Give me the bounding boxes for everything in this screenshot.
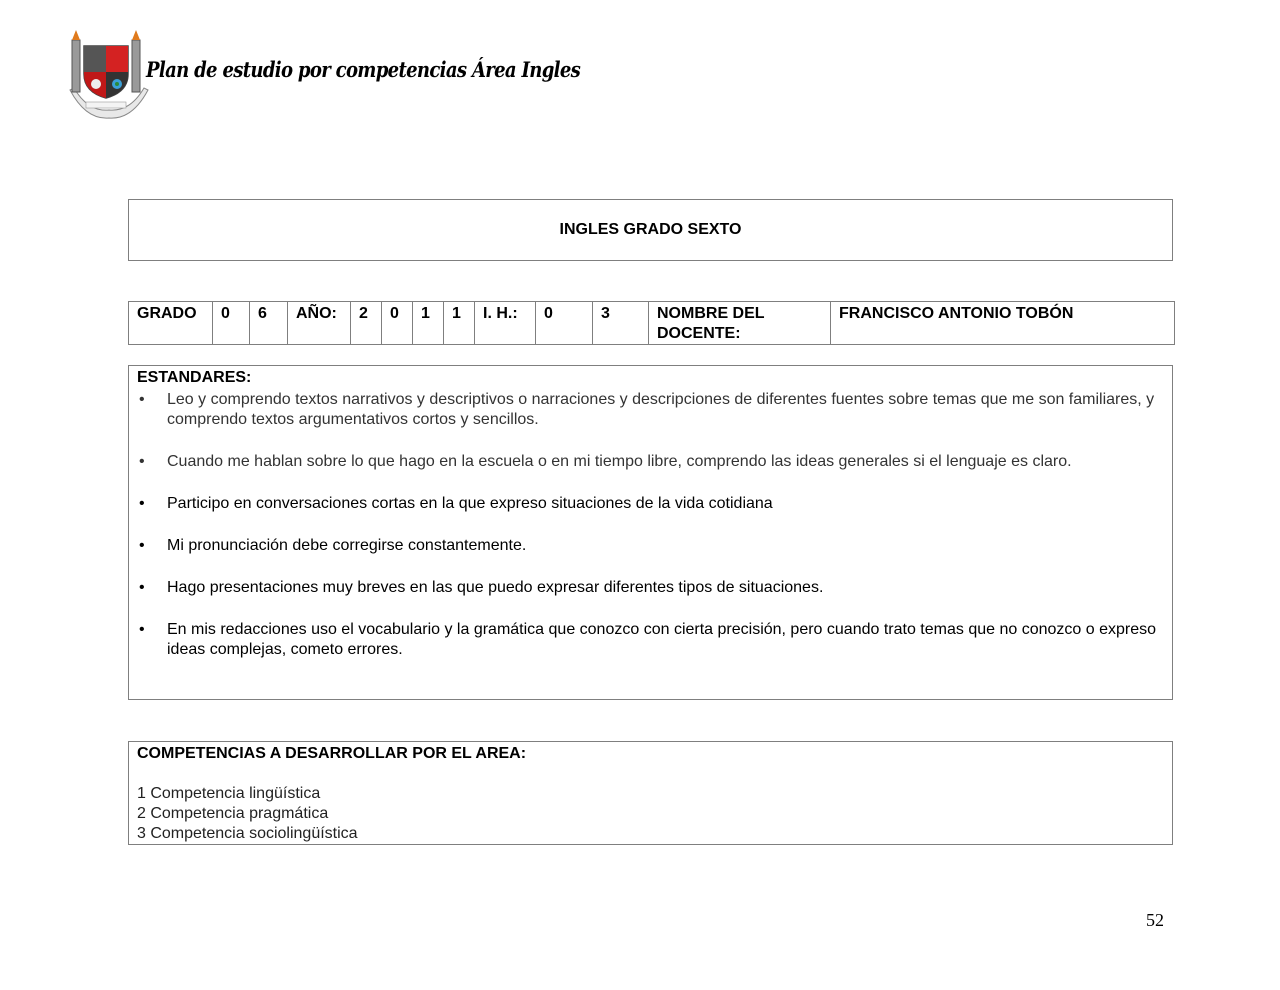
info-table (128, 301, 1175, 345)
ano-digit-4: 1 (444, 302, 475, 345)
document-title: Plan de estudio por competencias Área Ingles (146, 56, 581, 82)
ano-digit-1: 2 (351, 302, 382, 345)
competencies-title: COMPETENCIAS A DESARROLLAR POR EL AREA: (137, 745, 527, 762)
competencies-list (137, 784, 1164, 844)
list-item: 3 Competencia sociolingüística (137, 825, 358, 842)
ano-label: AÑO: (288, 302, 351, 345)
info-row (129, 302, 1175, 345)
ih-digit-1: 0 (536, 302, 593, 345)
subject-title: INGLES GRADO SEXTO (559, 221, 742, 238)
list-item: 2 Competencia pragmática (137, 805, 329, 822)
list-item: 1 Competencia lingüística (137, 785, 321, 802)
list-item: • Participo en conversaciones cortas en la que expreso situaciones de la vida cotidiana (137, 494, 1164, 514)
standards-box (128, 365, 1173, 700)
ih-digit-2: 3 (593, 302, 649, 345)
school-crest-icon (66, 28, 152, 120)
grado-digit-2: 6 (250, 302, 288, 345)
competencies-box (128, 741, 1173, 845)
page-number: 52 (1146, 910, 1164, 930)
ih-label: I. H.: (475, 302, 536, 345)
subject-title-box (128, 199, 1173, 261)
ano-digit-2: 0 (382, 302, 413, 345)
page-header (66, 28, 651, 120)
list-item: • Mi pronunciación debe corregirse constantemente. (137, 536, 1164, 556)
list-item: • Cuando me hablan sobre lo que hago en la escuela o en mi tiempo libre, comprendo las ideas generales si el lenguaje es claro. (137, 452, 1164, 472)
grado-label: GRADO (129, 302, 213, 345)
ano-digit-3: 1 (413, 302, 444, 345)
grado-digit-1: 0 (213, 302, 250, 345)
docente-label: NOMBRE DEL DOCENTE: (649, 302, 831, 345)
standards-list (137, 390, 1164, 660)
list-item: • En mis redacciones uso el vocabulario y la gramática que conozco con cierta precisión, pero cuando trato temas que no conozco o expreso ideas complejas, cometo errores. (137, 620, 1164, 660)
list-item: • Hago presentaciones muy breves en las que puedo expresar diferentes tipos de situaciones. (137, 578, 1164, 598)
standards-title: ESTANDARES: (137, 369, 252, 386)
list-item: • Leo y comprendo textos narrativos y descriptivos o narraciones y descripciones de diferentes fuentes sobre temas que me son familiares, y comprendo textos argumentativos cortos y sencillos. (137, 390, 1164, 430)
docente-value: FRANCISCO ANTONIO TOBÓN (831, 302, 1175, 345)
